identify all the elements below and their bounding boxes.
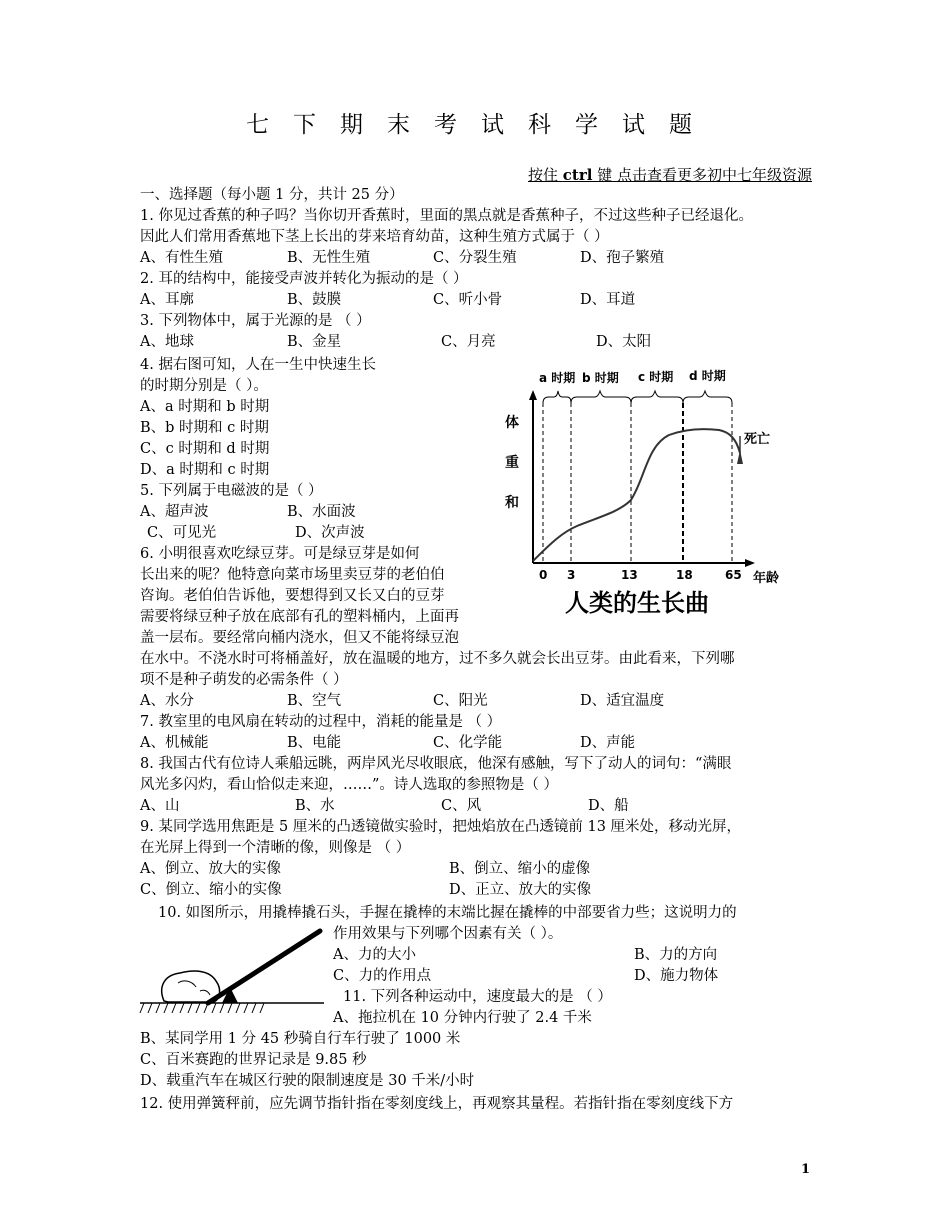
x-axis-arrow	[745, 559, 755, 567]
promo-link[interactable]	[528, 164, 812, 185]
q3-option-c: C、月亮	[441, 334, 496, 350]
section-heading: 一、选择题（每小题 1 分，共计 25 分）	[140, 187, 404, 203]
q5-option-d: D、次声波	[295, 525, 365, 541]
q2-option-a: A、耳廓	[140, 292, 194, 308]
q7-option-d: D、声能	[580, 735, 636, 751]
q8-option-b: B、水	[295, 798, 335, 814]
q6-option-c: C、阳光	[433, 693, 488, 709]
q11-stem: 11. 下列各种运动中，速度最大的是 （ ）	[343, 989, 612, 1005]
y-label-char-1: 体	[505, 415, 519, 431]
q11-option-b: B、某同学用 1 分 45 秒骑自行车行驶了 1000 米	[140, 1031, 461, 1047]
q6-option-a: A、水分	[140, 693, 194, 709]
q3-option-b: B、金星	[287, 334, 342, 350]
q9-option-a: A、倒立、放大的实像	[140, 861, 281, 877]
period-label-b: b 时期	[582, 371, 619, 385]
q6-stem-line1: 6. 小明很喜欢吃绿豆芽。可是绿豆芽是如何	[140, 546, 420, 562]
q9-option-c: C、倒立、缩小的实像	[140, 882, 282, 898]
chart-title: 人类的生长曲	[565, 589, 709, 617]
q8-stem-line2: 风光多闪灼，看山恰似走来迎，……”。诗人选取的参照物是（ ）	[140, 777, 559, 793]
q9-stem-line1: 9. 某同学选用焦距是 5 厘米的凸透镜做实验时，把烛焰放在凸透镜前 13 厘米处，移动光屏，	[140, 819, 742, 835]
q9-option-b: B、倒立、缩小的虚像	[449, 861, 591, 877]
q4-option-c: C、c 时期和 d 时期	[140, 441, 270, 457]
q10-stem-line2: 作用效果与下列哪个因素有关（ ）。	[333, 926, 563, 942]
q9-option-d: D、正立、放大的实像	[449, 882, 592, 898]
death-label: 死亡	[744, 432, 771, 447]
growth-chart-figure	[497, 360, 797, 620]
q7-option-a: A、机械能	[140, 735, 209, 751]
period-braces	[543, 391, 732, 403]
q6-stem-line7: 项不是种子萌发的必需条件（ ）	[140, 672, 348, 688]
period-dividers	[543, 403, 732, 563]
q5-option-a: A、超声波	[140, 504, 209, 520]
q10-option-b: B、力的方向	[634, 947, 718, 963]
q1-option-d: D、孢子繁殖	[580, 250, 665, 266]
q5-stem: 5. 下列属于电磁波的是（ ）	[140, 483, 323, 499]
y-label-char-3: 和	[505, 495, 519, 511]
q8-option-d: D、船	[588, 798, 629, 814]
q8-stem-line1: 8. 我国古代有位诗人乘船远眺，两岸风光尽收眼底，他深有感触，写下了动人的词句：“满眼	[140, 756, 732, 772]
y-axis-arrow	[529, 390, 537, 400]
q10-stem-line1: 10. 如图所示，用撬棒撬石头，手握在撬棒的末端比握在撬棒的中部要省力些；这说明力的	[158, 905, 737, 921]
y-label-char-2: 重	[505, 455, 519, 471]
period-label-a: a 时期	[539, 371, 576, 385]
q4-stem-line1: 4. 据右图可知，人在一生中快速生长	[140, 357, 376, 373]
q8-option-c: C、风	[441, 798, 482, 814]
q5-option-c: C、可见光	[147, 525, 217, 541]
x-tick-18: 18	[676, 568, 693, 582]
q4-option-b: B、b 时期和 c 时期	[140, 420, 269, 436]
q7-option-c: C、化学能	[433, 735, 503, 751]
q9-stem-line2: 在光屏上得到一个清晰的像，则像是 （ ）	[140, 840, 411, 856]
promo-post: 键 点击查看更多初中七年级资源	[592, 166, 812, 184]
q1-option-c: C、分裂生殖	[433, 250, 517, 266]
lever-figure	[138, 925, 328, 1020]
q11-option-a: A、拖拉机在 10 分钟内行驶了 2.4 千米	[333, 1010, 592, 1026]
q6-stem-line5: 盖一层布。要经常向桶内浇水，但又不能将绿豆泡	[140, 630, 459, 646]
q2-option-b: B、鼓膜	[287, 292, 342, 308]
q3-option-d: D、太阳	[596, 334, 652, 350]
promo-key: ctrl	[562, 166, 593, 184]
x-tick-0: 0	[539, 568, 548, 582]
q3-option-a: A、地球	[140, 334, 194, 350]
q4-option-d: D、a 时期和 c 时期	[140, 462, 270, 478]
q10-option-d: D、施力物体	[634, 968, 719, 984]
q6-stem-line3: 咨询。老伯伯告诉他，要想得到又长又白的豆芽	[140, 588, 445, 604]
q7-option-b: B、电能	[287, 735, 342, 751]
page-title: 七下期末考试科学试题	[246, 112, 716, 138]
q2-option-c: C、听小骨	[433, 292, 503, 308]
q5-option-b: B、水面波	[287, 504, 356, 520]
q11-option-d: D、载重汽车在城区行驶的限制速度是 30 千米/小时	[140, 1073, 475, 1089]
period-label-c: c 时期	[638, 370, 674, 384]
q6-option-b: B、空气	[287, 693, 342, 709]
crowbar	[208, 931, 320, 1003]
q4-stem-line2: 的时期分别是（ ）。	[140, 378, 268, 394]
q8-option-a: A、山	[140, 798, 180, 814]
q3-stem: 3. 下列物体中，属于光源的是 （ ）	[140, 313, 371, 329]
q12-stem-line1: 12. 使用弹簧秤前，应先调节指针指在零刻度线上，再观察其量程。若指针指在零刻度线下方	[140, 1096, 734, 1112]
q1-stem-line1: 1. 你见过香蕉的种子吗？当你切开香蕉时，里面的黑点就是香蕉种子，不过这些种子已经退化。	[140, 208, 753, 224]
q6-stem-line2: 长出来的呢？他特意向菜市场里卖豆芽的老伯伯	[140, 567, 445, 583]
q10-option-c: C、力的作用点	[333, 968, 432, 984]
promo-pre: 按住	[528, 166, 563, 184]
ground-hatching	[140, 1003, 264, 1013]
page-number: 1	[800, 1162, 810, 1177]
q4-option-a: A、a 时期和 b 时期	[140, 399, 270, 415]
q11-option-c: C、百米赛跑的世界记录是 9.85 秒	[140, 1052, 367, 1068]
x-tick-65: 65	[725, 568, 742, 582]
q1-stem-line2: 因此人们常用香蕉地下茎上长出的芽来培育幼苗，这种生殖方式属于（ ）	[140, 229, 609, 245]
q6-stem-line4: 需要将绿豆种子放在底部有孔的塑料桶内，上面再	[140, 609, 459, 625]
q6-stem-line6: 在水中。不浇水时可将桶盖好，放在温暖的地方，过不多久就会长出豆芽。由此看来，下列哪	[140, 651, 735, 667]
q1-option-b: B、无性生殖	[287, 250, 371, 266]
rock	[162, 971, 220, 1002]
q1-option-a: A、有性生殖	[140, 250, 223, 266]
x-tick-3: 3	[567, 568, 576, 582]
q6-option-d: D、适宜温度	[580, 693, 665, 709]
q2-option-d: D、耳道	[580, 292, 636, 308]
q7-stem: 7. 教室里的电风扇在转动的过程中，消耗的能量是 （ ）	[140, 714, 502, 730]
x-tick-13: 13	[621, 568, 638, 582]
q2-stem: 2. 耳的结构中，能接受声波并转化为振动的是（ ）	[140, 271, 468, 287]
x-axis-unit: 年龄	[753, 571, 780, 586]
q10-option-a: A、力的大小	[333, 947, 416, 963]
period-label-d: d 时期	[689, 369, 726, 383]
growth-curve	[533, 429, 740, 561]
